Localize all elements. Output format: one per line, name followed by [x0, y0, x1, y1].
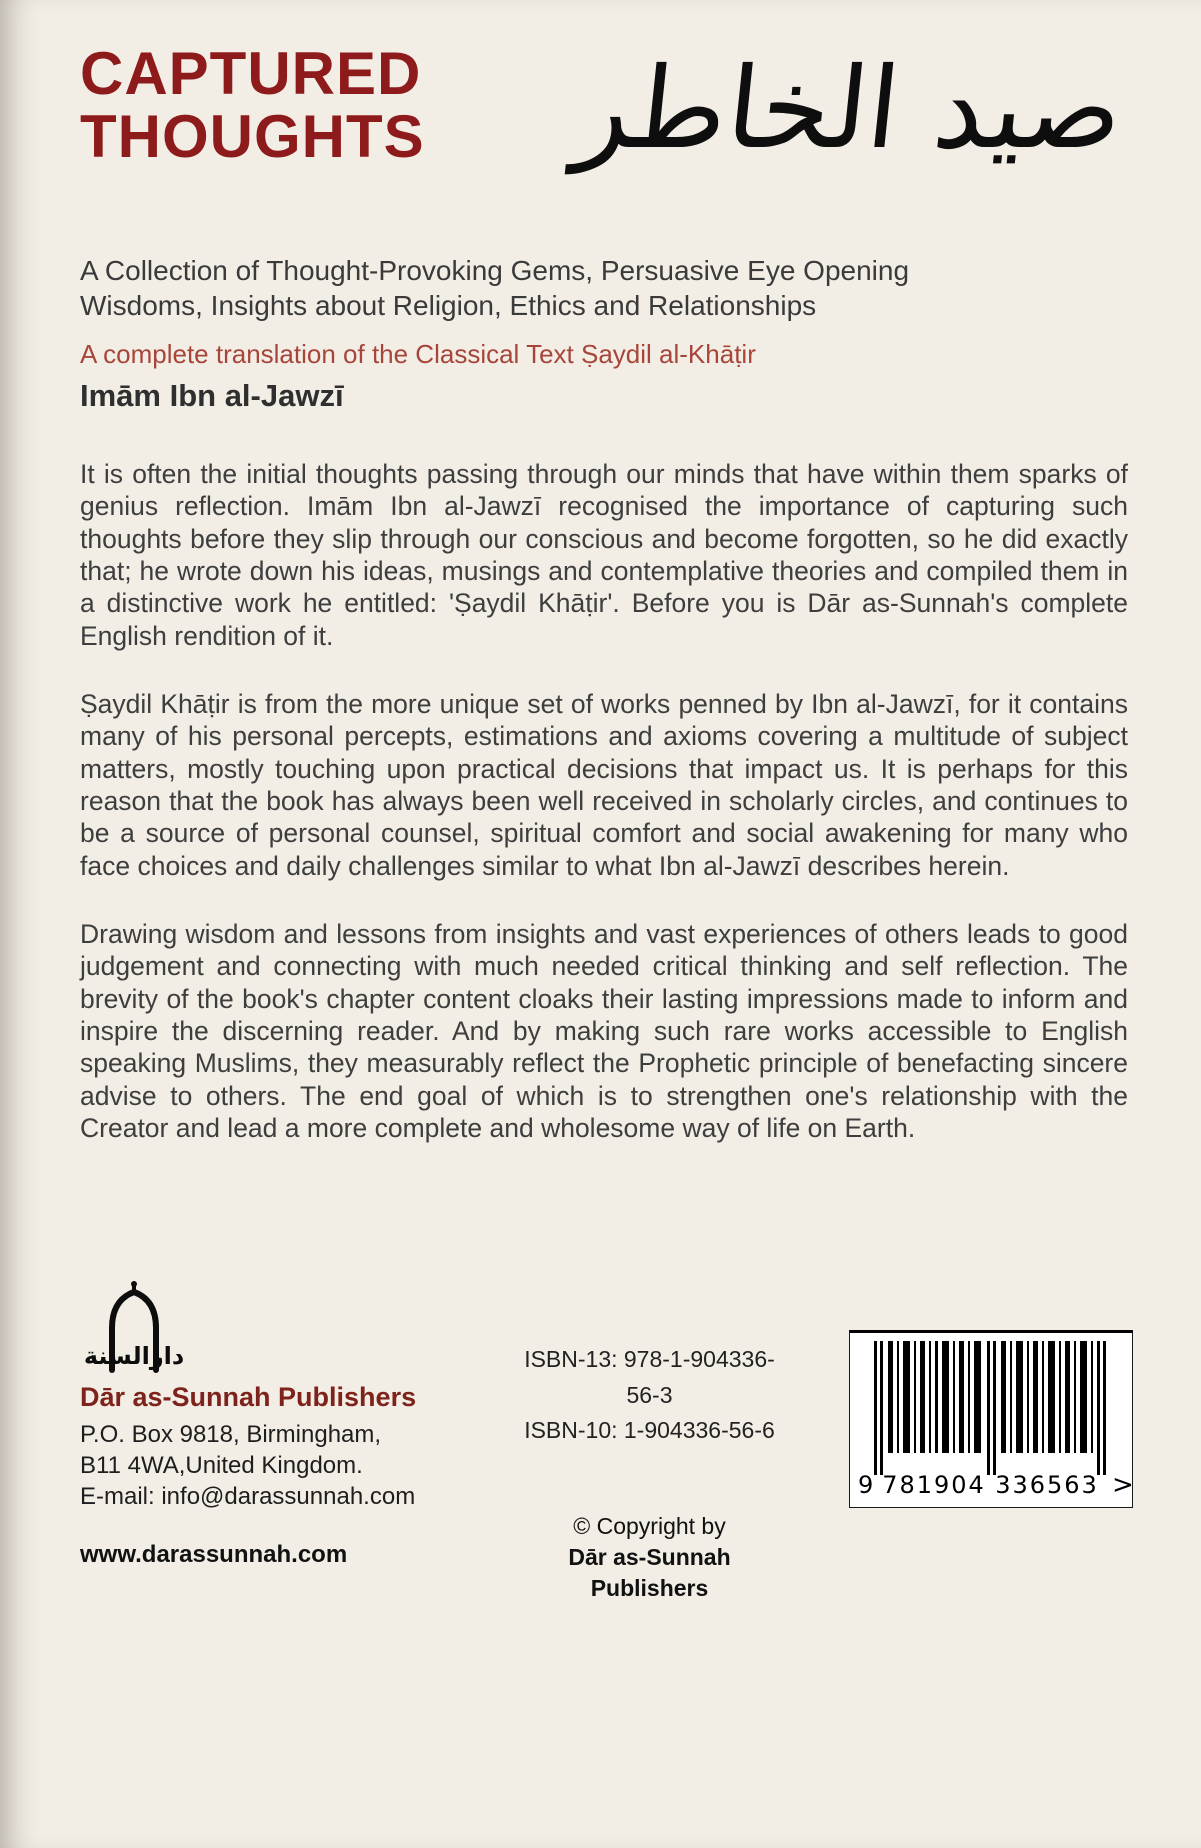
barcode-digits-left: 781904: [882, 1471, 986, 1499]
copyright-notice: [515, 1511, 785, 1604]
blurb-paragraph-2: Ṣaydil Khāṭir is from the more unique set of works penned by Ibn al-Jawzī, for it contains many of his personal percepts, estimations and axioms covering a multitude of subject matters, mostly touching upon practical decisions that impact us. It is perhaps for this reason that the book has always been well received in scholarly circles, and continues to be a source of personal counsel, spiritual comfort and social awakening for many who face choices and daily challenges similar to what Ibn al-Jawzī describes herein.: [80, 688, 1128, 881]
copyright-line-2: Dār as-Sunnah Publishers: [568, 1543, 731, 1602]
publisher-address: [80, 1419, 450, 1513]
barcode-block: [849, 1280, 1139, 1508]
isbn-10: ISBN-10: 1-904336-56-6: [524, 1417, 775, 1444]
footer: [80, 1280, 1139, 1604]
book-title: [80, 42, 425, 168]
address-line-3: E-mail: info@darassunnah.com: [80, 1483, 416, 1511]
barcode-icon: [850, 1333, 1132, 1505]
back-cover-blurb: [80, 458, 1128, 1144]
barcode-digit-first: 9: [858, 1471, 874, 1499]
copyright-line-1: © Copyright by: [573, 1512, 726, 1539]
author-name: Imām Ibn al-Jawzī: [80, 378, 344, 413]
address-line-2: B11 4WA,United Kingdom.: [80, 1452, 363, 1480]
book-subtitle: A Collection of Thought-Provoking Gems, Persuasive Eye Opening Wisdoms, Insights about Religion, Ethics and Relationships: [80, 255, 910, 321]
publisher-info: [80, 1280, 450, 1569]
blurb-paragraph-1: It is often the initial thoughts passing through our minds that have within them sparks of genius reflection. Imām Ibn al-Jawzī recognised the importance of capturing such thoughts before they slip through our conscious and become forgotten, so he did exactly that; he wrote down his ideas, musings and contemplative theories and compiled them in a distinctive work he entitled: 'Ṣaydil Khāṭir'. Before you is Dār as-Sunnah's complete English rendition of it.: [80, 459, 1128, 651]
arabic-calligraphy-title: صيد الخاطر: [569, 44, 1130, 174]
barcode-box: [849, 1330, 1133, 1508]
book-title-line2: THOUGHTS: [80, 103, 425, 170]
publisher-website: www.darassunnah.com: [80, 1540, 348, 1568]
blurb-paragraph-3: Drawing wisdom and lessons from insights and vast experiences of others leads to good judgement and connecting with much needed critical thinking and self reflection. The brevity of the book's chapter content cloaks their lasting impressions made to inform and inspire the discerning reader. And by making such rare works accessible to English speaking Muslims, they measurably reflect the Prophetic principle of benefacting sincere advise to others. The end goal of which is to strengthen one's relationship with the Creator and lead a more complete and wholesome way of life on Earth.: [80, 918, 1128, 1143]
barcode-digits-right: 336563: [995, 1471, 1099, 1499]
translation-note: A complete translation of the Classical Text Ṣaydil al-Khāṭir: [80, 339, 756, 369]
publisher-logo-icon: [82, 1280, 186, 1376]
header: [80, 42, 1131, 227]
isbn-block: [515, 1280, 785, 1604]
publisher-logo-text: دارالسنة: [83, 1342, 185, 1370]
isbn-13: ISBN-13: 978-1-904336-56-3: [524, 1346, 775, 1408]
barcode-arrow: >: [1112, 1470, 1132, 1500]
publisher-name: Dār as-Sunnah Publishers: [80, 1382, 417, 1412]
book-title-line1: CAPTURED: [80, 40, 422, 107]
address-line-1: P.O. Box 9818, Birmingham,: [80, 1421, 382, 1448]
